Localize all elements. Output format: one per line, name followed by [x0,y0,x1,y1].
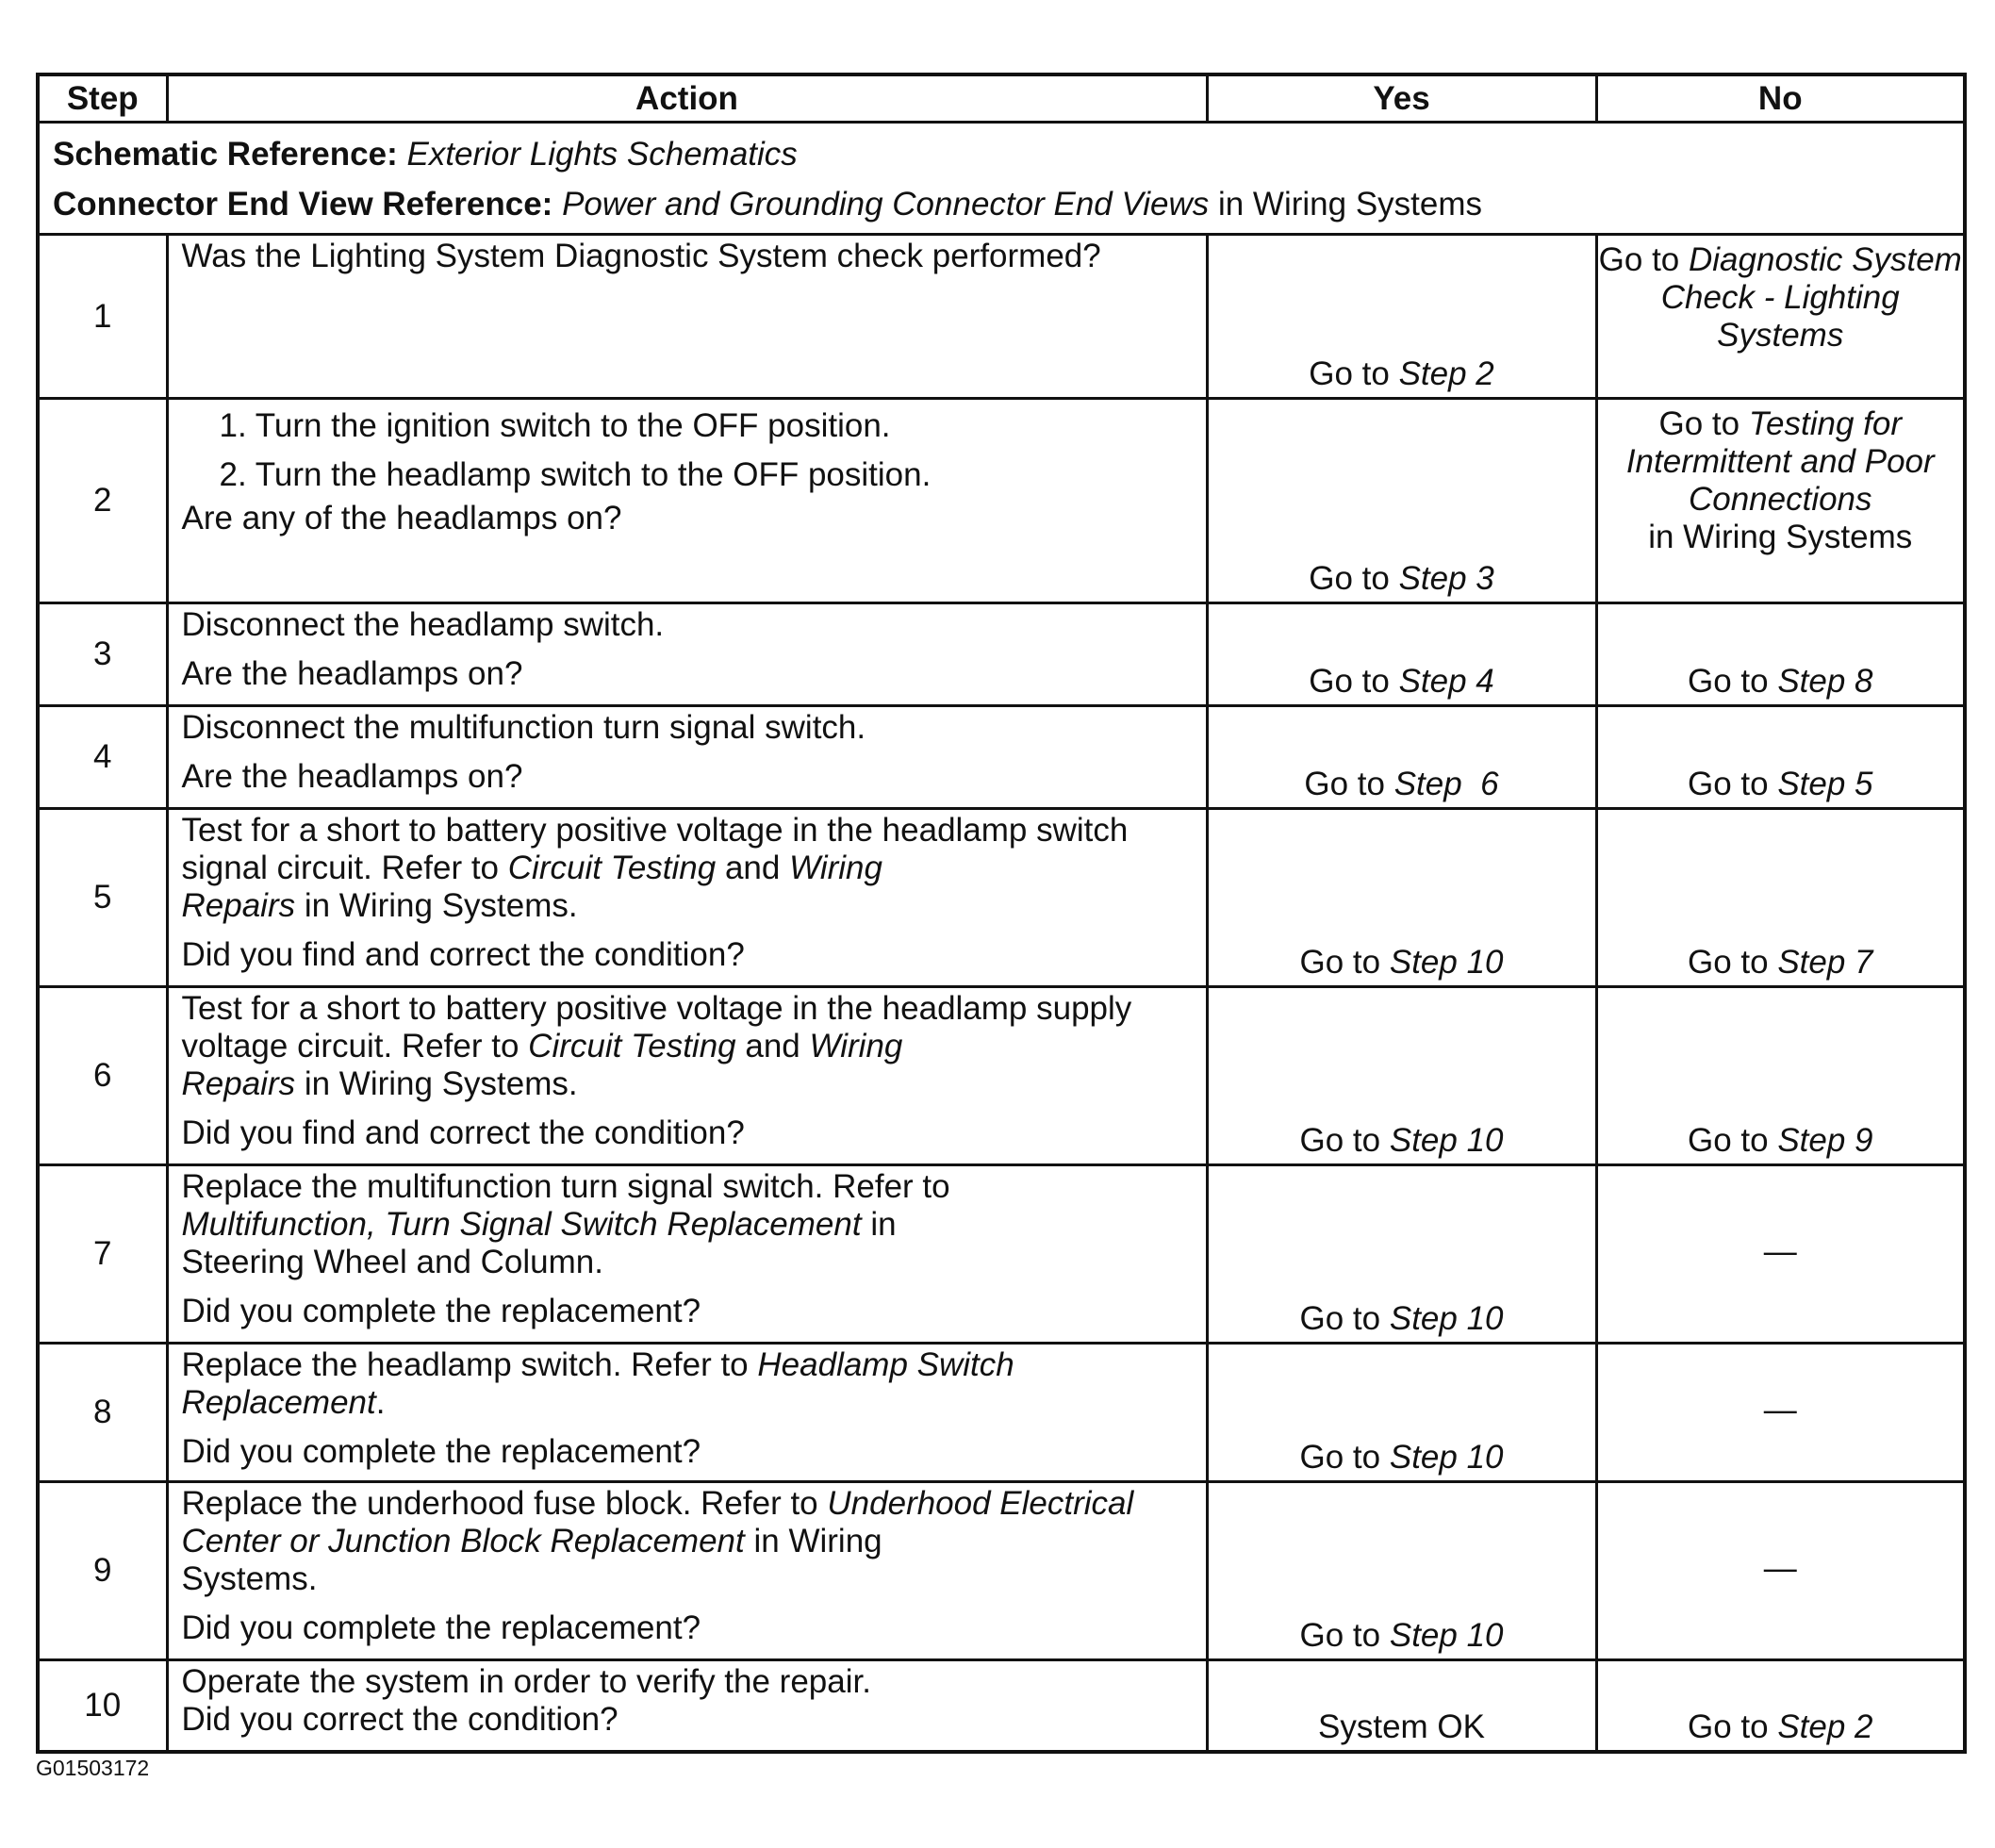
no-cell: Go to Step 8 [1596,603,1965,706]
yes-step-link[interactable]: Step 10 [1389,1617,1504,1654]
action-text: Steering Wheel and Column. [181,1244,603,1280]
step-number: 2 [38,399,167,603]
wiring-repairs-link[interactable]: Repairs [181,887,296,924]
no-step-link[interactable]: Step 9 [1777,1122,1873,1159]
yes-cell: Go to Step 10 [1207,809,1596,987]
yes-step-link[interactable]: Step 10 [1389,1300,1504,1337]
headlamp-switch-replacement-link[interactable]: Replacement [181,1384,376,1421]
step-number: 3 [38,603,167,706]
action-text: Replace the headlamp switch. Refer to Headlamp Switch [181,1346,1014,1383]
table-row [38,1165,1965,1344]
no-cell: Go to Testing for Intermittent and Poor Connections in Wiring Systems [1596,399,1965,603]
action-question: Did you find and correct the condition? [181,1114,745,1151]
table-row [38,987,1965,1165]
wiring-repairs-link[interactable]: Wiring [789,850,882,886]
action-text: Repairs in Wiring Systems. [181,887,578,924]
step-number: 4 [38,706,167,809]
action-question: Are the headlamps on? [181,655,523,692]
yes-cell: System OK [1207,1660,1596,1752]
wiring-repairs-link[interactable]: Wiring [809,1028,903,1064]
step-number: 7 [38,1165,167,1344]
no-suffix: in Wiring Systems [1648,519,1913,555]
yes-step-link[interactable]: Step 2 [1398,355,1494,392]
action-text: Disconnect the headlamp switch. [181,606,665,643]
action-cell [167,809,1207,987]
table-row [38,1344,1965,1482]
diagnostic-table [36,73,1967,1754]
no-cell: Go to Step 7 [1596,809,1965,987]
fuse-block-replacement-link[interactable]: Underhood Electrical [827,1485,1134,1522]
figure-id: G01503172 [36,1756,150,1780]
no-step-link[interactable]: Step 2 [1777,1708,1873,1745]
schematic-reference-link[interactable]: Exterior Lights Schematics [406,136,798,173]
action-text: Test for a short to battery positive voltage in the headlamp switch [181,812,1129,849]
action-text: Replacement. [181,1384,386,1421]
circuit-testing-link[interactable]: Circuit Testing [507,850,717,886]
table-row [38,603,1965,706]
step-number: 8 [38,1344,167,1482]
no-cell: Go to Diagnostic System Check - Lighting Systems [1596,235,1965,399]
action-cell [167,235,1207,399]
reference-cell [38,123,1965,235]
circuit-testing-link[interactable]: Circuit Testing [528,1028,736,1064]
action-question: Did you complete the replacement? [181,1609,701,1646]
connector-reference-link[interactable]: Power and Grounding Connector End Views [562,186,1210,223]
no-cell: Go to Step 5 [1596,706,1965,809]
yes-cell: Go to Step 2 [1207,235,1596,399]
header-step: Step [38,74,167,123]
action-question: Did you complete the replacement? [181,1293,701,1329]
table-row [38,1660,1965,1752]
step-number: 6 [38,987,167,1165]
action-cell [167,706,1207,809]
yes-cell: Go to Step 4 [1207,603,1596,706]
schematic-reference [53,129,1950,179]
header-yes: Yes [1207,74,1596,123]
yes-step-link[interactable]: Step 3 [1398,560,1494,597]
yes-step-link[interactable]: Step 4 [1398,663,1494,700]
yes-cell: Go to Step 3 [1207,399,1596,603]
action-cell [167,1165,1207,1344]
table-row [38,235,1965,399]
table-row [38,706,1965,809]
action-substep: 2. Turn the headlamp switch to the OFF position. [219,456,932,493]
yes-step-link[interactable]: Step 10 [1389,1122,1504,1159]
header-action: Action [167,74,1207,123]
step-number: 10 [38,1660,167,1752]
action-text: Disconnect the multifunction turn signal switch. [181,709,866,746]
step-number: 1 [38,235,167,399]
action-cell [167,987,1207,1165]
connector-reference-label: Connector End View Reference: [53,186,553,223]
action-cell [167,603,1207,706]
action-text: signal circuit. Refer to Circuit Testing and Wiring [181,850,882,886]
yes-step-link[interactable]: Step 6 [1393,766,1499,802]
no-cell: — [1596,1482,1965,1660]
no-cell: — [1596,1165,1965,1344]
action-cell [167,1660,1207,1752]
action-question: Did you correct the condition? [181,1701,618,1738]
table-header-row [38,74,1965,123]
action-text: Replace the underhood fuse block. Refer to Underhood Electrical [181,1485,1134,1522]
table-row [38,399,1965,603]
table-row [38,809,1965,987]
action-text: Systems. [181,1560,318,1597]
no-cell: — [1596,1344,1965,1482]
no-step-link[interactable]: Step 8 [1777,663,1873,700]
action-question: Are the headlamps on? [181,758,523,795]
no-step-link[interactable]: Step 5 [1777,766,1873,802]
action-question: Did you complete the replacement? [181,1433,701,1470]
headlamp-switch-replacement-link[interactable]: Headlamp Switch [757,1346,1014,1383]
action-text: Repairs in Wiring Systems. [181,1065,578,1102]
yes-step-link[interactable]: Step 10 [1389,1439,1504,1476]
table-row [38,1482,1965,1660]
action-text: voltage circuit. Refer to Circuit Testing and Wiring [181,1028,903,1064]
action-question: Are any of the headlamps on? [181,500,622,536]
yes-cell: Go to Step 10 [1207,1344,1596,1482]
yes-cell: Go to Step 10 [1207,1482,1596,1660]
wiring-repairs-link[interactable]: Repairs [181,1065,296,1102]
action-text: Operate the system in order to verify the repair. [181,1663,871,1700]
yes-cell: Go to Step 6 [1207,706,1596,809]
replacement-procedure-link[interactable]: Multifunction, Turn Signal Switch Replacement [181,1206,862,1243]
fuse-block-replacement-link[interactable]: Center or Junction Block Replacement [181,1523,745,1559]
connector-reference [53,179,1950,229]
no-link[interactable]: Diagnostic System Check - Lighting Systems [1660,241,1962,354]
step-number: 9 [38,1482,167,1660]
yes-cell: Go to Step 10 [1207,987,1596,1165]
no-link[interactable]: Testing for Intermittent and Poor Connections [1625,405,1935,518]
action-cell [167,399,1207,603]
action-text: Center or Junction Block Replacement in Wiring [181,1523,882,1559]
action-text: Replace the multifunction turn signal switch. Refer to [181,1168,950,1205]
schematic-reference-label: Schematic Reference: [53,136,398,173]
reference-row [38,123,1965,235]
no-step-link[interactable]: Step 7 [1777,944,1873,981]
no-cell: Go to Step 2 [1596,1660,1965,1752]
header-no: No [1596,74,1965,123]
yes-cell: Go to Step 10 [1207,1165,1596,1344]
action-text: Was the Lighting System Diagnostic System check performed? [181,238,1101,274]
action-text: Test for a short to battery positive voltage in the headlamp supply [181,990,1132,1027]
action-cell [167,1344,1207,1482]
action-text: Multifunction, Turn Signal Switch Replacement in [181,1206,897,1243]
yes-step-link[interactable]: Step 10 [1389,944,1504,981]
action-substep: 1. Turn the ignition switch to the OFF position. [219,407,891,444]
action-question: Did you find and correct the condition? [181,936,745,973]
connector-reference-suffix: in Wiring Systems [1217,186,1483,223]
step-number: 5 [38,809,167,987]
no-cell: Go to Step 9 [1596,987,1965,1165]
action-cell [167,1482,1207,1660]
